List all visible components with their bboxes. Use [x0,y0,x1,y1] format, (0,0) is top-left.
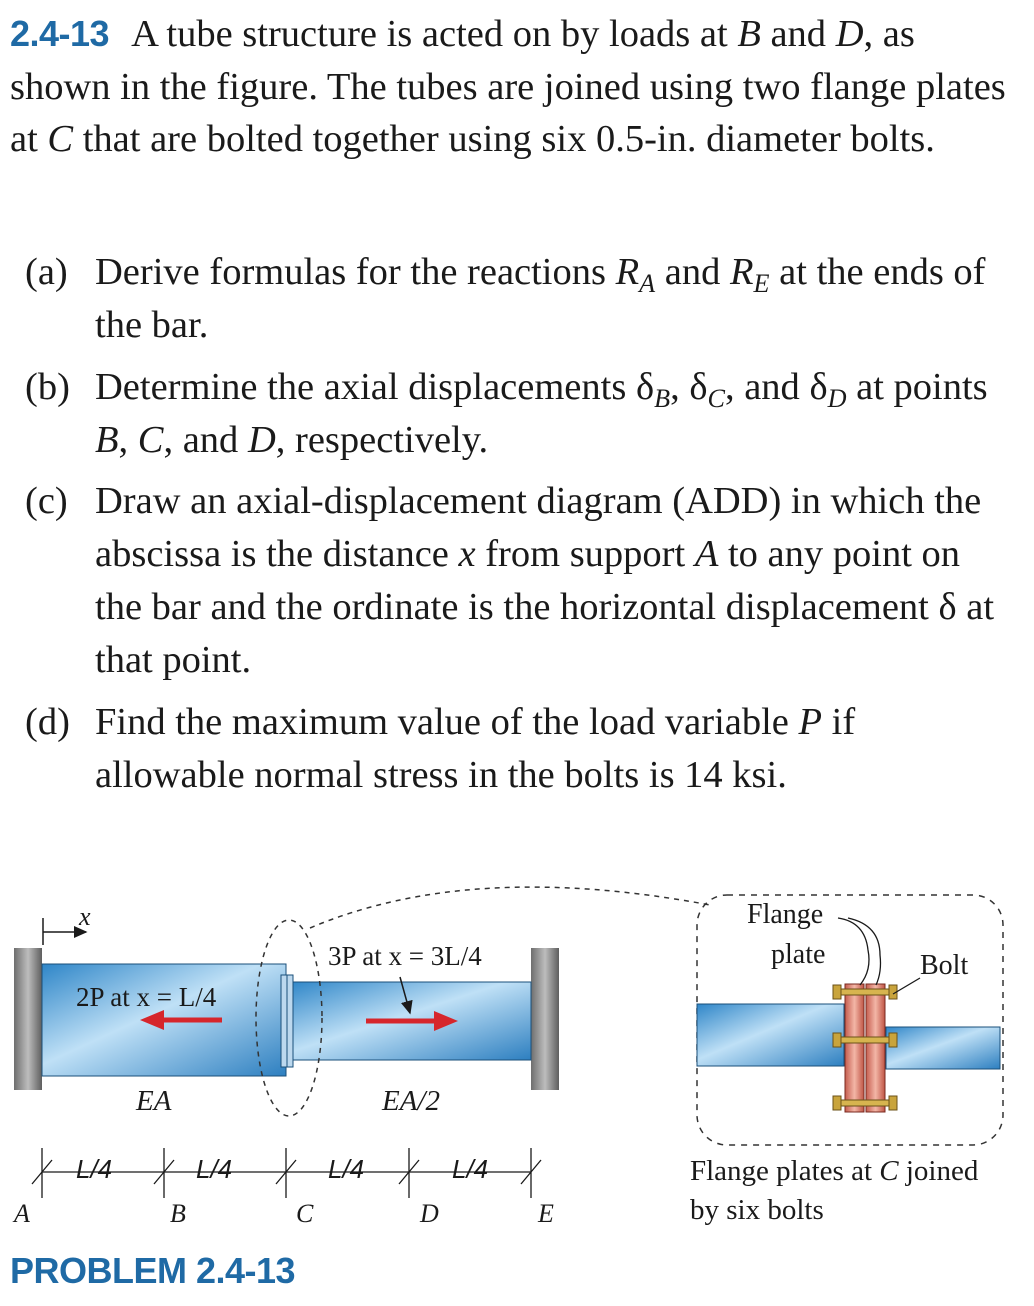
detail-flange-plate-1 [845,984,864,1112]
detail-tube-left [697,1004,844,1066]
dim-bc: L/4 [196,1154,233,1184]
point-e: E [538,1199,554,1228]
part-d-label: (d) [25,701,70,743]
right-wall [531,948,559,1090]
dim-cd: L/4 [328,1154,365,1184]
load-left-label: 2P at x = L/4 [76,982,217,1012]
problem-statement: 2.4-13 A tube structure is acted on by loads at B and D, as shown in the figure. The tubes are joined using two flange plates at C that are bolted together using six 0.5-in. diameter bolts. [10,13,1006,160]
stiffness-right: EA/2 [382,1085,440,1117]
flange-leader-2 [848,918,881,985]
left-wall [14,948,42,1090]
point-d: D [420,1199,439,1228]
load-right-label: 3P at x = 3L/4 [328,941,482,971]
x-axis-label: x [79,902,91,931]
part-d: (d) Find the maximum value of the load variable P if allowable normal stress in the bolts is 14 ksi. [25,696,1010,802]
flange-left [281,975,287,1067]
part-c-label: (c) [25,480,68,522]
dim-ab: L/4 [76,1154,113,1184]
part-b-label: (b) [25,366,70,408]
detail-tube-right [886,1027,1000,1069]
stiffness-left: EA [136,1085,172,1117]
part-a-label: (a) [25,251,68,293]
part-b: (b) Determine the axial displacements $\delta_B$, $\delta_C$, and $\delta_D$ at points B, C, and D, respectively. [25,361,1010,467]
problem-number: 2.4-13 [10,13,110,54]
detail-flange-plate-2 [866,984,885,1112]
dim-de: L/4 [452,1154,489,1184]
x-axis-indicator [43,902,91,945]
point-c: C [296,1199,314,1228]
point-a: A [14,1199,30,1228]
problem-title: PROBLEM 2.4-13 [10,1250,296,1291]
part-a: (a) Derive formulas for the reactions $R_A$ and $R_E$ at the ends of the bar. [25,246,1010,352]
flange-label-1: Flange [747,899,824,930]
flange-leader-1 [838,918,869,985]
point-b: B [170,1199,186,1228]
flange-right [287,975,293,1067]
bolt-label: Bolt [920,950,969,981]
figure-caption: Flange plates at C joined by six bolts [690,1155,979,1226]
callout-line [310,887,710,928]
flange-label-2: plate [771,939,826,970]
part-c: (c) Draw an axial-displacement diagram (ADD) in which the abscissa is the distance x from support A to any point on the bar and the ordinate is the horizontal displacement δ at that point. [25,475,1010,687]
